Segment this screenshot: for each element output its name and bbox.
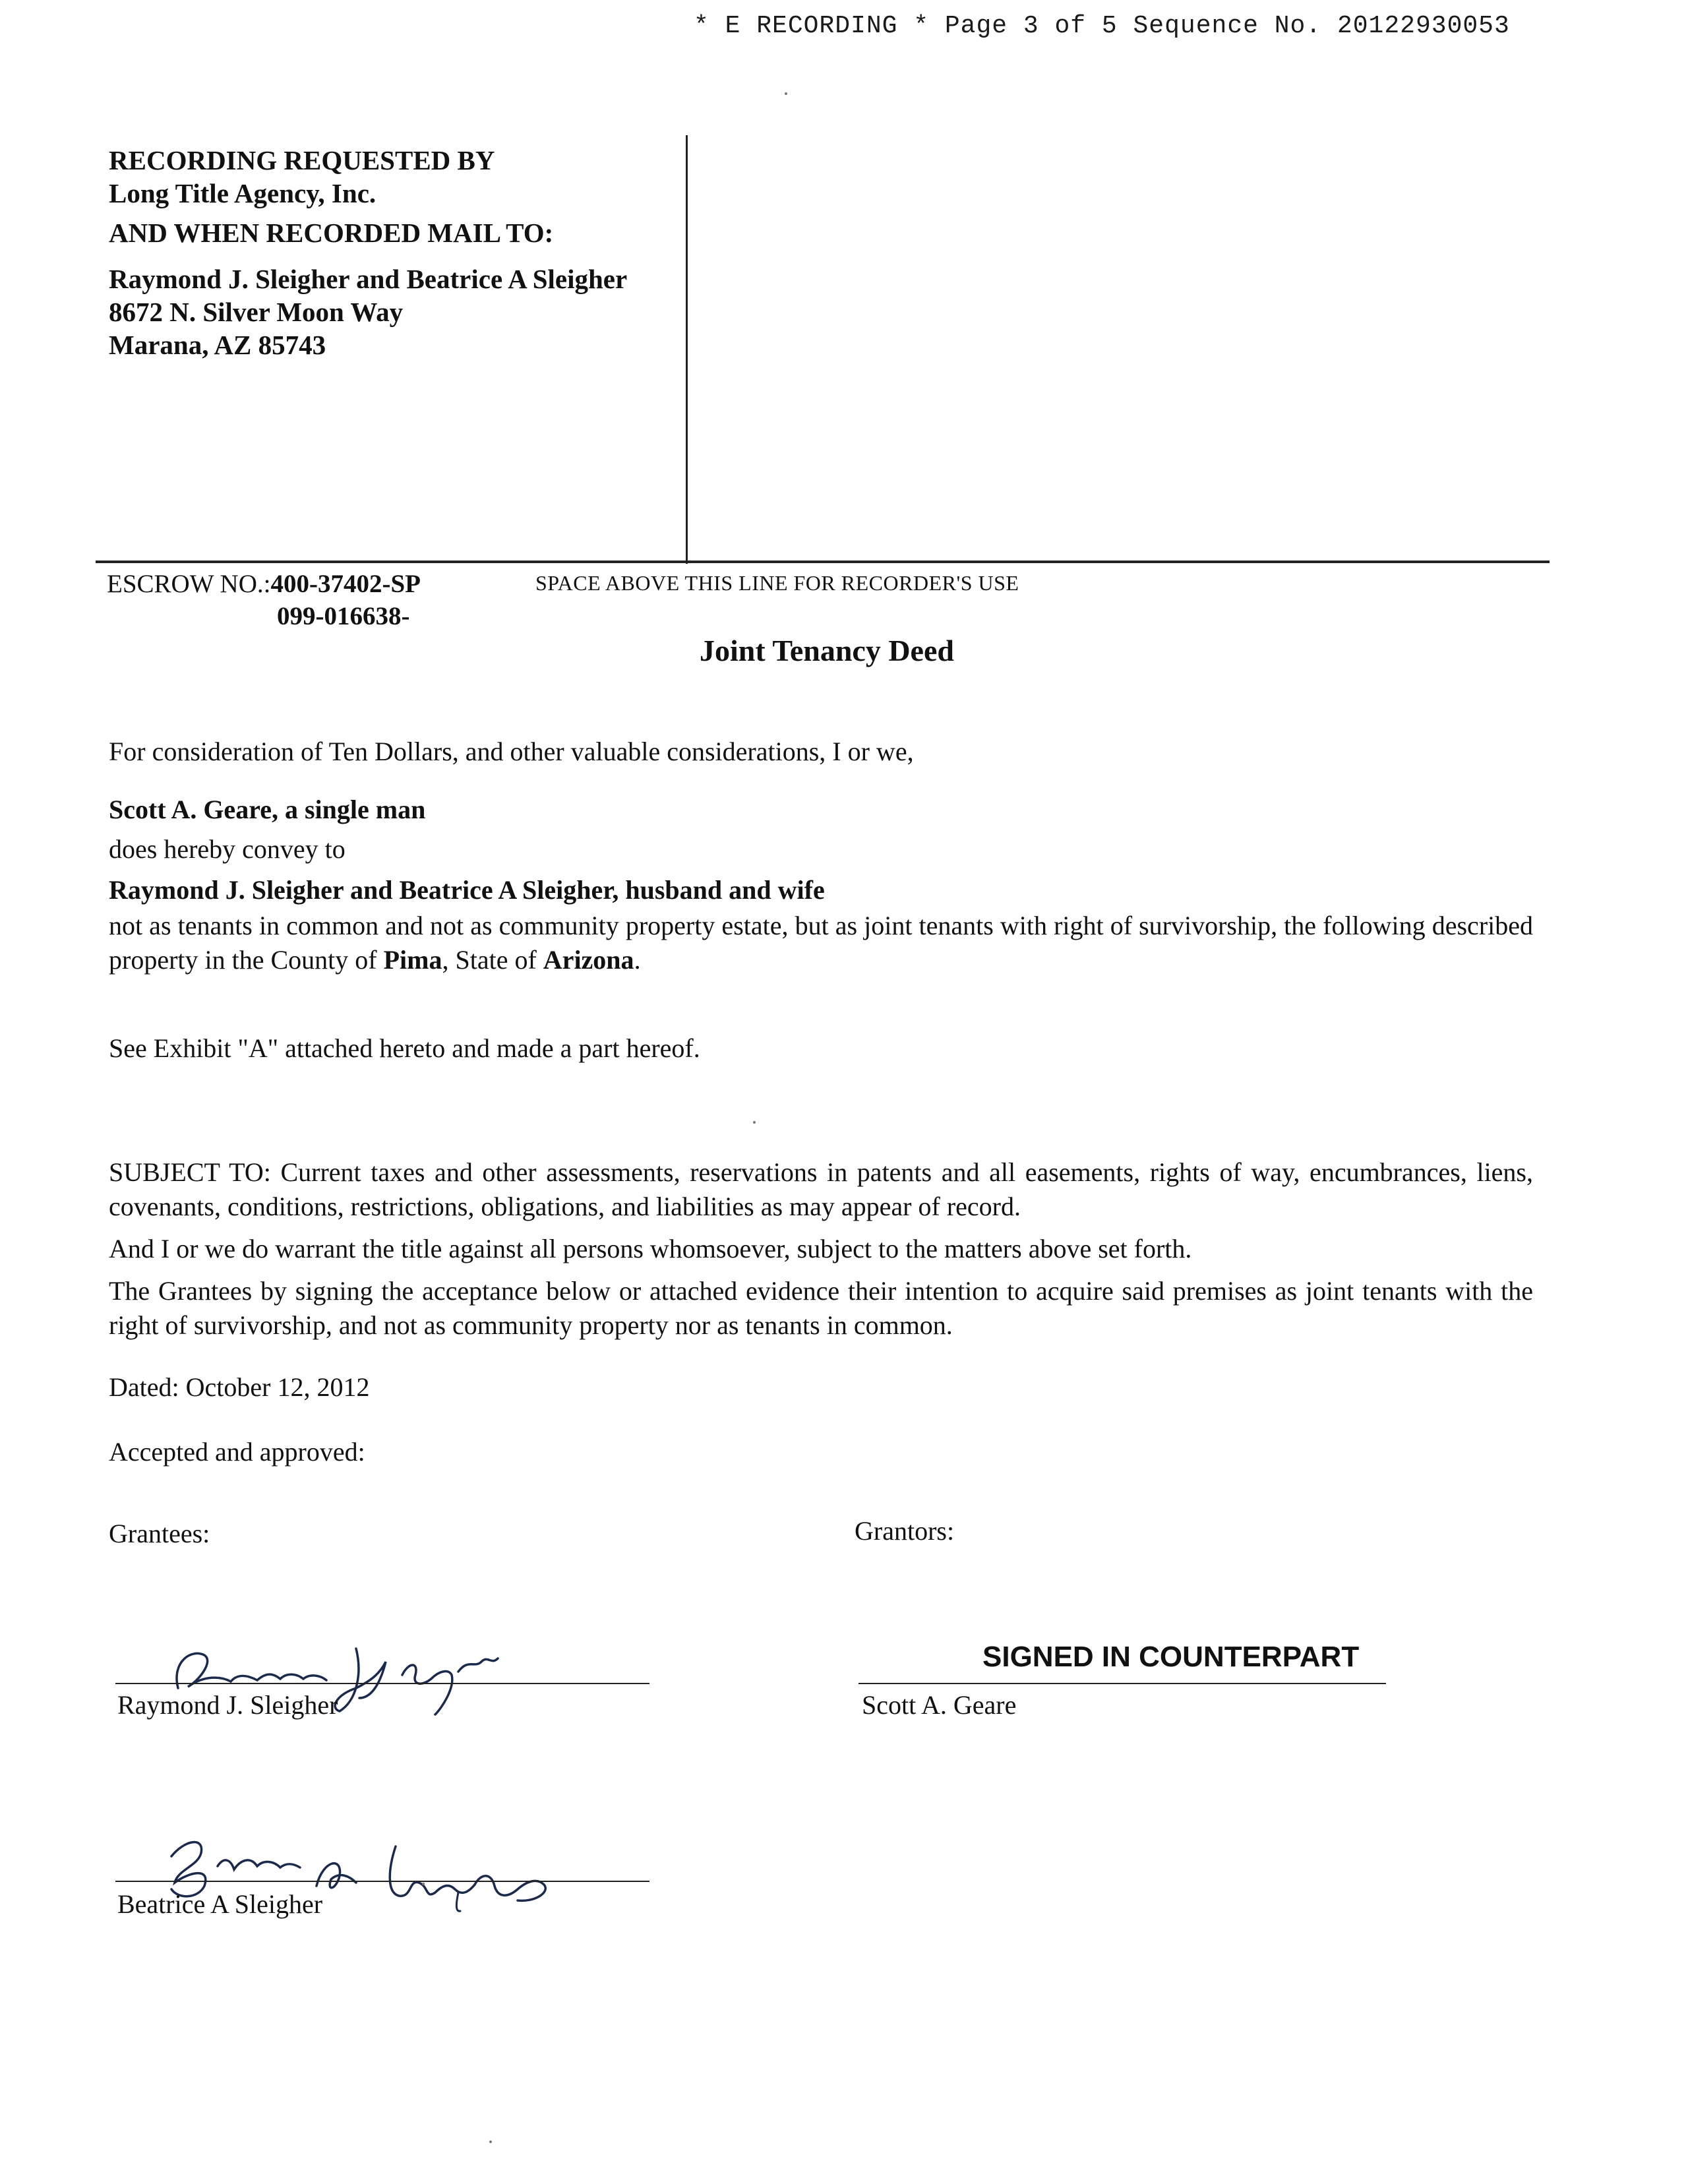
mail-to-city: Marana, AZ 85743 [109,330,326,360]
accepted-text: Accepted and approved: [109,1437,365,1467]
grantees-label: Grantees: [109,1519,210,1548]
tenancy-text [109,909,1533,977]
mail-to-street: 8672 N. Silver Moon Way [109,297,404,327]
requested-by-name: Long Title Agency, Inc. [109,178,377,208]
scan-speck [753,1121,756,1124]
scan-speck [785,92,787,95]
grantee-1-signature-line [115,1683,649,1684]
county-name: Pima [383,945,442,975]
grantee-names: Raymond J. Sleigher and Beatrice A Sleigher, husband and wife [109,875,825,905]
dated-text: Dated: October 12, 2012 [109,1372,370,1402]
signed-in-counterpart-stamp: SIGNED IN COUNTERPART [982,1641,1360,1673]
consideration-text: For consideration of Ten Dollars, and other valuable considerations, I or we, [109,737,914,766]
recording-header: * E RECORDING * Page 3 of 5 Sequence No. 20122930053 [694,12,1510,40]
grantor-name: Scott A. Geare, a single man [109,795,426,824]
scan-speck [489,2140,492,2143]
grantee-2-name: Beatrice A Sleigher [117,1889,323,1919]
grantee-1-name: Raymond J. Sleigher [117,1690,338,1720]
deed-title: Joint Tenancy Deed [700,634,954,667]
mail-to-label: AND WHEN RECORDED MAIL TO: [109,218,554,248]
state-prefix: , State of [442,945,537,975]
warrant-text: And I or we do warrant the title against all persons whomsoever, subject to the matters above set forth. [109,1234,1192,1263]
escrow-number [107,568,421,600]
recorder-box-divider [686,135,688,564]
escrow-second-number: 099-016638- [277,602,410,630]
convey-text: does hereby convey to [109,834,346,864]
grantor-1-name: Scott A. Geare [862,1690,1017,1720]
requested-by-label: RECORDING REQUESTED BY [109,145,495,175]
tenancy-body: not as tenants in common and not as community property estate, but as joint tenants with right of survivorship, the following described property in the County of [109,911,1533,975]
grantee-2-signature-line [115,1881,649,1882]
escrow-label: ESCROW NO.: [107,570,271,598]
state-suffix: . [634,945,641,975]
grantees-intention-text: The Grantees by signing the acceptance below or attached evidence their intention to acquire said premises as joint tenants with the right of survivorship, and not as community property nor as tenants in common. [109,1276,1533,1340]
scan-speck [422,1883,425,1885]
subject-to-text: SUBJECT TO: Current taxes and other assessments, reservations in patents and all easements, rights of way, encumbrances, liens, covenants, conditions, restrictions, obligations, and liabilities as may appear of record. [109,1157,1533,1221]
mail-to-name: Raymond J. Sleigher and Beatrice A Sleigher [109,264,628,294]
recorder-space-line [96,561,1550,563]
recorder-use-note: SPACE ABOVE THIS LINE FOR RECORDER'S USE [535,571,1019,595]
escrow-number-value: 400-37402-SP [270,570,421,598]
exhibit-text: See Exhibit "A" attached hereto and made a part hereof. [109,1033,700,1063]
state-name: Arizona [543,945,634,975]
grantor-signature-line [859,1683,1386,1684]
grantors-label: Grantors: [855,1516,955,1546]
